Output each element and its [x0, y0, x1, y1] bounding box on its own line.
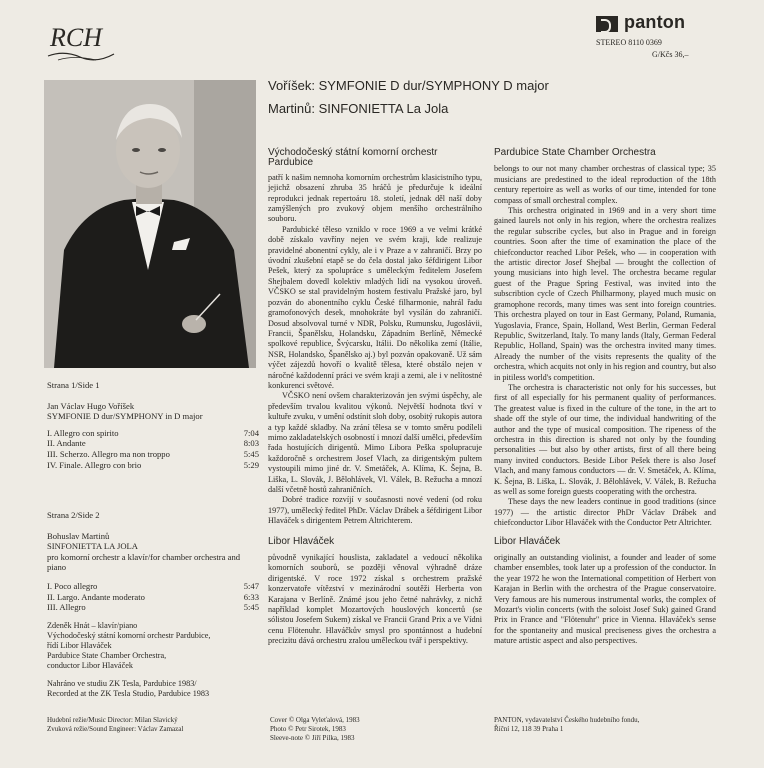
- czech-paragraph-1: patří k našim nemnoha komorním orchestrům klasicistního typu, jejichž obsazení zhruba 35 hráčů je předurčuje k ideální reprodukci jednak repertoáru 18. století, jednak děl naší doby zamýšlených pro zvukový objem menšího orchestrálního souboru.: [268, 172, 482, 224]
- track-row: [47, 581, 259, 592]
- title-line-2: [268, 101, 448, 116]
- work-title-2: SINFONIETTA La Jola: [318, 101, 449, 116]
- track-row: [47, 460, 259, 471]
- recording-note: Nahráno ve studiu ZK Tesla, Pardubice 1983/ Recorded at the ZK Tesla Studio, Pardubice 1983: [47, 678, 210, 698]
- english-paragraph-1: belongs to our not many chamber orchestras of classical type; 35 musicians are predestined to the ideal reproduction of the 18th century repertoire as well as works of our time, intended for tone compass of small orchestral complex.: [494, 164, 716, 205]
- english-heading-conductor: Libor Hlaváček: [494, 535, 561, 547]
- czech-heading-conductor: Libor Hlaváček: [268, 535, 335, 547]
- logo-text: RCH: [50, 23, 102, 52]
- title-line-1: [268, 78, 549, 93]
- side-2-subtitle: pro komorní orchestr a klavír/for chamber orchestra and piano: [47, 551, 241, 573]
- panton-logo-icon: [596, 16, 618, 32]
- side-1-composer: Jan Václav Hugo Voříšek: [47, 400, 135, 411]
- english-heading-orchestra: Pardubice State Chamber Orchestra: [494, 147, 656, 158]
- track-row: [47, 428, 259, 439]
- track-title: IV. Finale. Allegro con brio: [47, 459, 142, 470]
- panton-label: [596, 12, 716, 62]
- work-title-1: SYMFONIE D dur/SYMPHONY D major: [318, 78, 549, 93]
- english-paragraph-3: The orchestra is characteristic not only for his successes, but first of all especially for his permanent quality of performances. The greatest value is fixed in the culture of the tone, in the art to shade off the style of our time, the individual handwriting of the author and the type of musical composition. The ripeness of the orchestra in this direction is shared not only by the founding personalities — but also by other artists, first of all there being many invited conductors. Beside Libor Pešek there is also Josef Vlach, and many famous conductors — dr. V. Smetáček, A. Klíma, K. Šejna, B. Liška, L. Slovák, J. Bělohlávek, V. Válek, B. Režucha as well as some foreign guests cooperating with the orchestra.: [494, 382, 716, 496]
- english-paragraph-2: This orchestra originated in 1969 and in a very short time gained laurels not only in his region, where the orchestra realizes the regular subscribe cycles, but also in Prague and in foreign countries. Soon after the time of examination the place of the chiefconductor reached Libor Pešek, who — in cooperation with the artistic director Josef Shejbal — brought the collection of young musicians into high level. The orchestra became regular guest of the Prague Spring Festival, was invited into the subscribtion cycle of Czech Philharmony, played much music on gramophone records, many times was sent into foreign countries. This orchestra played on tour in East Germany, Poland, Rumania, Yugoslavia, France, Spain, Holland, West Berlin, German Federal Republic, Switzerland, Italy. To many lands (Italy, German Federal Republic, Holland, Spain) was the orchestra invited many times. Already the number of the visits represents the quality of the orchestra, which acquits not only in his region and country, but also in pitiless world's competition.: [494, 206, 716, 382]
- side-1-heading: Strana 1/Side 1: [47, 380, 100, 390]
- track-row: [47, 592, 259, 603]
- english-notes: [494, 148, 716, 647]
- czech-paragraph-2: Pardubické těleso vzniklo v roce 1969 a ve velmi krátké době získalo vavříny nejen ve svém kraji, kde realizuje pravidelné abonentní cykly, ale i v Praze a v zahraničí. Brzy po úvodní zkušební etapě se do čela dostal jako šéfdirigent Libor Pešek, který za spolupráce s uměleckým ředitelem Josefem Shejbalem dovedl kolektiv mladých lidí na vysokou úroveň. VČSKO se stal pravidelným hostem festivalu Pražské jaro, byl pozván do abonentního cyklu České filharmonie, nahrál řadu gramofonových desek, mnohokráte byl vysílán do zahraničí. Dosud absolvoval turné v NDR, Polsku, Rumunsku, Jugoslávii, Francii, Španělsku, Holandsku, Západním Berlíně, Německé spolkové republice, Švýcarsku, Itálii. Do několika zemí (Itálie, NSR, Holandsko, Španělsko aj.) byl pozván opakovaně. Už sám výčet zájezdů hovoří o kvalitě tělesa, které obstálo nejen v náročné každodenní práci ve svém kraji a zemi, ale i v nelítostné konkurenci světové.: [268, 224, 482, 390]
- track-row: [47, 602, 259, 613]
- track-time: 5:45: [243, 602, 259, 613]
- track-time: 5:45: [243, 448, 259, 459]
- track-title: III. Scherzo. Allegro ma non troppo: [47, 448, 170, 459]
- conductor-photo: [44, 80, 256, 368]
- english-paragraph-4: These days the new leaders continue in good traditions (since 1977) — the artistic director PhDr Václav Drábek and chiefconductor Libor Hlaváček with the Conductor Petr Altrichter.: [494, 497, 716, 528]
- czech-paragraph-5: původně vynikající houslista, zakladatel a vedoucí několika komorních souborů, se později věnoval výhradně dráze dirigentské. V roce 1972 získal s orchestrem pražské konzervatoře vítězství v mezinárodní soutěži Herberta von Karajana v Berlíně. Známé jsou jeho četné nahrávky, z nichž například komplet Mozartových houslových koncertů (se sólistou Josefem Sukem) získal ve Francii Grand Prix a ve Vídni cenu Flötenuhr. Hlaváčkův smysl pro spontánnost a hudební precizitu dává orchestru zralou uměleckou tvář i perspektivy.: [268, 553, 482, 646]
- composer-martinu: Martinů:: [268, 101, 315, 116]
- catalog-number: STEREO 8110 0369: [596, 38, 662, 47]
- track-title: II. Andante: [47, 438, 86, 449]
- side-1: [47, 380, 259, 470]
- track-time: 5:29: [243, 459, 259, 470]
- track-time: 8:03: [243, 438, 259, 449]
- track-time: 7:04: [243, 427, 259, 438]
- side-1-work: SYMFONIE D dur/SYMPHONY in D major: [47, 411, 203, 422]
- side-2-heading: Strana 2/Side 2: [47, 510, 100, 520]
- label-logo: [44, 20, 120, 64]
- czech-paragraph-3: VČSKO není ovšem charakterizován jen svými úspěchy, ale především trvalou kvalitou výkonů. Největší hodnota tkví v kultuře zvuku, v umění odstínit sloh doby, osobitý rukopis autora a typ každé skladby. Na zrání tělesa se v tomto směru podíleli mimo zakladatelských osobností i mnozí další umělci, především řada hostujících dirigentů. Mimo Libora Peška spolupracuje každoročně s orchestrem Josef Vlach, za dirigentským pultem vystoupili mimo jiné dr. V. Smetáček, A. Klíma, K. Šejna, B. Liška, L. Slovák, J. Bělohlávek, Vl. Válek, B. Režucha a mnozí další včetně hostů zahraničních.: [268, 391, 482, 494]
- track-title: III. Allegro: [47, 602, 86, 613]
- czech-heading-orchestra: Východočeský státní komorní orchestr Pardubice: [268, 147, 438, 169]
- track-row: [47, 449, 259, 460]
- track-time: 6:33: [243, 591, 259, 602]
- price: G/Kčs 36,–: [652, 50, 689, 59]
- publisher-info: PANTON, vydavatelství Českého hudebního fondu, Říční 12, 118 39 Praha 1: [494, 716, 640, 733]
- czech-notes: [268, 148, 482, 647]
- credits-artwork: Cover © Olga Vyleťalová, 1983 Photo © Petr Sirotek, 1983 Sleeve-note © Jiří Pilka, 1983: [270, 716, 360, 742]
- track-title: II. Largo. Andante moderato: [47, 591, 145, 602]
- side-2-composer: Bohuslav Martinů: [47, 530, 110, 541]
- credits-directors: Hudební režie/Music Director: Milan Slavický Zvuková režie/Sound Engineer: Václav Zamazal: [47, 716, 184, 733]
- track-title: I. Poco allegro: [47, 580, 98, 591]
- brand-name: panton: [624, 12, 686, 32]
- track-title: I. Allegro con spirito: [47, 427, 119, 438]
- performers: Zdeněk Hnát – klavír/piano Východočeský státní komorní orchestr Pardubice, řídí Libor Hlaváček Pardubice State Chamber Orchestra, conductor Libor Hlaváček: [47, 620, 211, 670]
- side-2-work: SINFONIETTA LA JOLA: [47, 541, 138, 552]
- side-2: [47, 510, 259, 699]
- czech-paragraph-4: Dobré tradice rozvíjí v současnosti nové vedení (od roku 1977), umělecký ředitel PhDr. Václav Drábek a šéfdirigent Libor Hlaváček s dirigentem Petrem Altrichterem.: [268, 495, 482, 526]
- track-time: 5:47: [243, 580, 259, 591]
- track-row: [47, 438, 259, 449]
- composer-vorisek: Voříšek:: [268, 78, 315, 93]
- english-paragraph-5: originally an outstanding violinist, a founder and leader of some chamber ensembles, took later up a profession of the conductor. In the year 1972 he won the International competition of Herbert von Karajan in Berlin with the orchestra of the Prague conservatoire. Very famous are his numerous instrumental works, the complex of Mozart's violin concerts (with the soloist Josef Suk) gained Grand Prix in France and "Flötenuhr" price in Vienna. Hlaváček's sense for the spontaneity and musical preciseness gives the orchestra a mature artistic aspect and also perspectives.: [494, 553, 716, 646]
